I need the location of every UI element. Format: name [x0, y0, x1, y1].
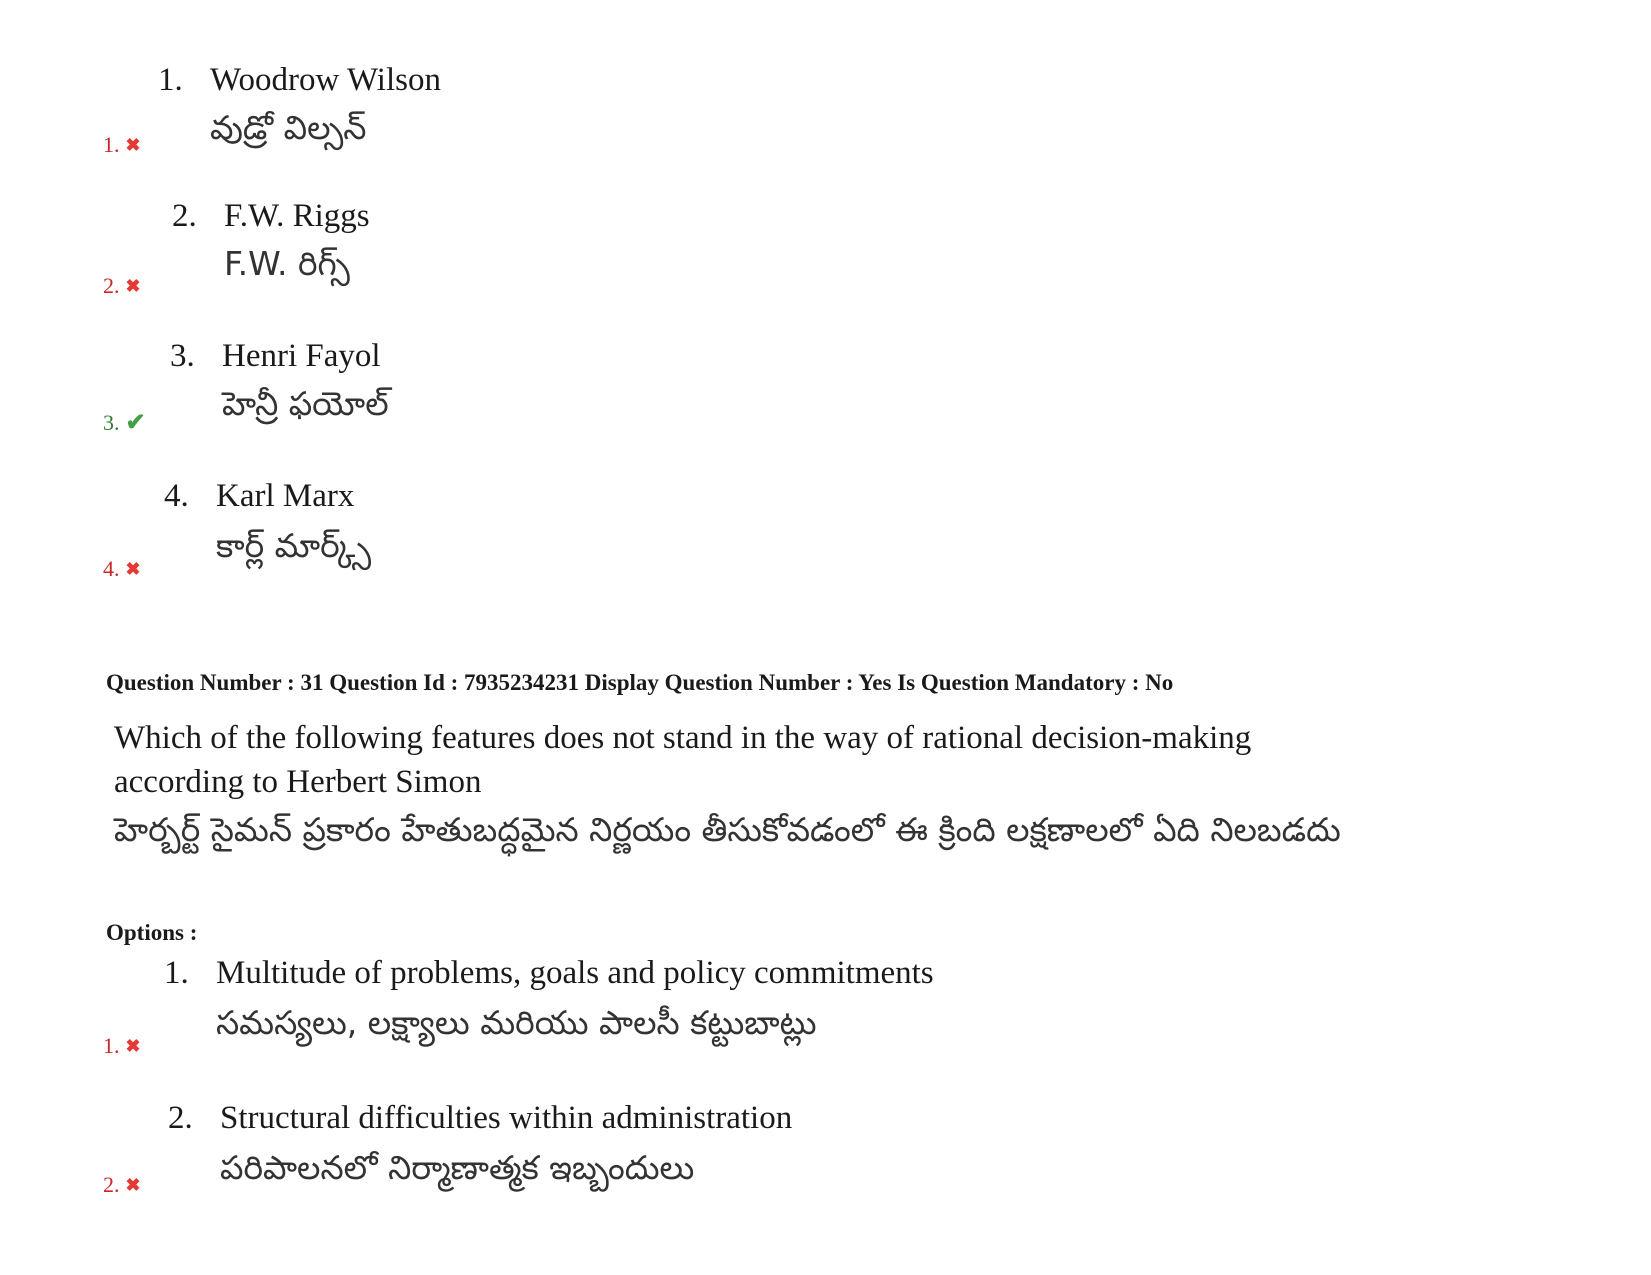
option-number: 2. [172, 198, 197, 234]
option-text-en: Karl Marx [216, 478, 355, 514]
option-text-en: F.W. Riggs [224, 198, 370, 234]
option-text-te: హెన్రీ ఫయోల్ [222, 384, 389, 423]
question-text-en: Which of the following features does not stand in the way of rational decision-making according to Herbert Simon [114, 720, 1252, 800]
option-number: 1. [164, 955, 189, 991]
option-marker [103, 1033, 141, 1059]
option-text-en: Structural difficulties within administration [220, 1100, 793, 1136]
marker-label: 1. [103, 1033, 120, 1058]
cross-icon: ✖ [125, 135, 141, 155]
marker-label: 2. [103, 1172, 120, 1197]
cross-icon: ✖ [125, 559, 141, 579]
marker-label: 3. [103, 410, 120, 435]
option-marker [103, 410, 146, 436]
question-text-te: హెర్బర్ట్ సైమన్ ప్రకారం హేతుబద్ధమైన నిర్ణయం తీసుకోవడంలో ఈ క్రింది లక్షణాలలో ఏది నిలబడదు [114, 810, 1341, 849]
options-label: Options : [106, 920, 198, 945]
option-marker [103, 132, 141, 158]
cross-icon: ✖ [125, 1175, 141, 1195]
option-number: 1. [158, 62, 183, 98]
option-marker [103, 273, 141, 299]
marker-label: 1. [103, 132, 120, 157]
option-text-en: Henri Fayol [222, 338, 381, 374]
marker-label: 4. [103, 556, 120, 581]
marker-label: 2. [103, 273, 120, 298]
option-text-te: F.W. రిగ్స్ [224, 244, 350, 283]
cross-icon: ✖ [125, 276, 141, 296]
option-number: 2. [168, 1100, 193, 1136]
option-text-te: సమస్యలు, లక్ష్యాలు మరియు పాలసీ కట్టుబాట్లు [216, 1003, 817, 1042]
option-text-te: కార్ల్ మార్క్స్ [216, 526, 372, 565]
question-meta: Question Number : 31 Question Id : 7935234231 Display Question Number : Yes Is Question Mandatory : No [106, 670, 1174, 695]
option-marker [103, 1172, 141, 1198]
option-number: 3. [170, 338, 195, 374]
option-marker [103, 556, 141, 582]
check-icon: ✔ [125, 410, 146, 436]
option-text-te: పరిపాలనలో నిర్మాణాత్మక ఇబ్బందులు [220, 1148, 695, 1187]
option-text-en: Woodrow Wilson [210, 62, 441, 98]
option-text-en: Multitude of problems, goals and policy commitments [216, 955, 934, 991]
option-number: 4. [164, 478, 189, 514]
cross-icon: ✖ [125, 1036, 141, 1056]
option-text-te: వుడ్రో విల్సన్ [210, 108, 367, 147]
